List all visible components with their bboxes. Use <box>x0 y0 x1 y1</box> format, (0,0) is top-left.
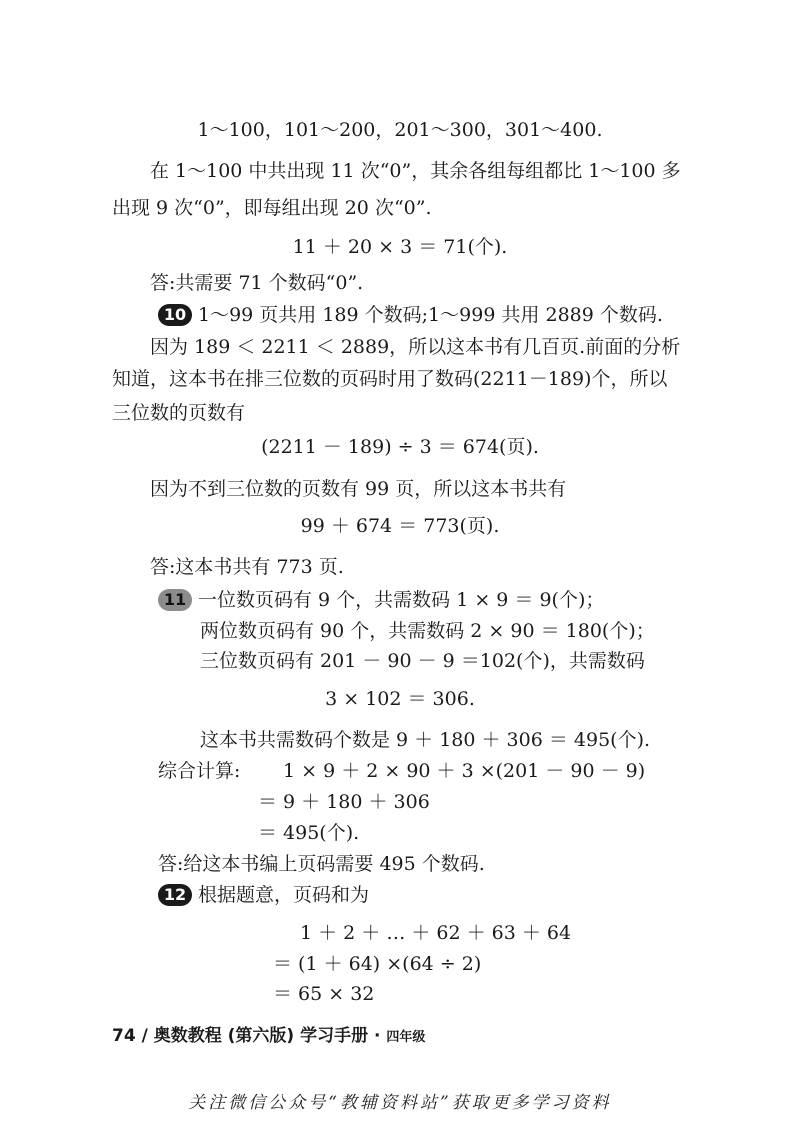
book-title: / 奥数教程 (第六版) 学习手册 · <box>141 1026 381 1046</box>
watermark-text: 关注微信公众号“教辅资料站”获取更多学习资料 <box>188 1093 612 1113</box>
text-line: 1～99 页共用 189 个数码;1～999 共用 2889 个数码. <box>198 304 663 326</box>
text-line: 知道，这本书在排三位数的页码时用了数码(2211－189)个，所以 <box>112 368 668 390</box>
formula-line: 1 × 9 ＋ 2 × 90 ＋ 3 ×(201 － 90 － 9) <box>283 760 646 782</box>
text-line: 三位数的页数有 <box>112 402 246 424</box>
text-line: 1～100，101～200，201～300，301～400. <box>197 119 603 141</box>
problem-11-line <box>158 587 604 613</box>
answer-line: 答:共需要 71 个数码“0”. <box>150 272 364 294</box>
formula-line: 3 × 102 ＝ 306. <box>325 688 475 710</box>
formula-line: ＝ 495(个). <box>258 822 360 844</box>
page-footer <box>112 1024 425 1050</box>
formula-line: 99 ＋ 674 ＝ 773(页). <box>300 515 500 537</box>
formula-line: ＝ 65 × 32 <box>273 983 375 1005</box>
text-line: 因为 189 ＜ 2211 ＜ 2889，所以这本书有几百页.前面的分析 <box>150 336 681 358</box>
combined-calculation-label: 综合计算: <box>158 760 241 782</box>
text-line: 在 1～100 中共出现 11 次“0”，其余各组每组都比 1～100 多 <box>150 160 681 182</box>
text-line: 两位数页码有 90 个，共需数码 2 × 90 ＝ 180(个)； <box>200 620 655 642</box>
answer-line: 答:这本书共有 773 页. <box>150 556 344 578</box>
text-line: 三位数页码有 201 － 90 － 9 ＝102(个)，共需数码 <box>200 650 645 672</box>
text-line: 一位数页码有 9 个，共需数码 1 × 9 ＝ 9(个)； <box>198 589 605 611</box>
formula-line: 11 ＋ 20 × 3 ＝ 71(个). <box>292 236 508 258</box>
problem-10-line <box>158 302 663 328</box>
text-line: 这本书共需数码个数是 9 ＋ 180 ＋ 306 ＝ 495(个). <box>200 729 651 751</box>
formula-line: ＝ (1 ＋ 64) ×(64 ÷ 2) <box>273 953 482 975</box>
formula-line: (2211 － 189) ÷ 3 ＝ 674(页). <box>261 436 539 458</box>
answer-line: 答:给这本书编上页码需要 495 个数码. <box>158 853 485 875</box>
text-line: 出现 9 次“0”，即每组出现 20 次“0”. <box>112 197 432 219</box>
problem-12-line <box>158 882 369 908</box>
text-line: 因为不到三位数的页数有 99 页，所以这本书共有 <box>150 478 567 500</box>
text-line: 根据题意，页码和为 <box>198 884 370 906</box>
formula-line: 1 ＋ 2 ＋ … ＋ 62 ＋ 63 ＋ 64 <box>300 922 572 944</box>
problem-number-badge: 12 <box>158 884 192 906</box>
page-number: 74 <box>112 1026 136 1046</box>
grade-label: 四年级 <box>386 1030 426 1045</box>
formula-line: ＝ 9 ＋ 180 ＋ 306 <box>258 791 430 813</box>
problem-number-badge: 11 <box>158 589 192 611</box>
problem-number-badge: 10 <box>158 304 192 326</box>
